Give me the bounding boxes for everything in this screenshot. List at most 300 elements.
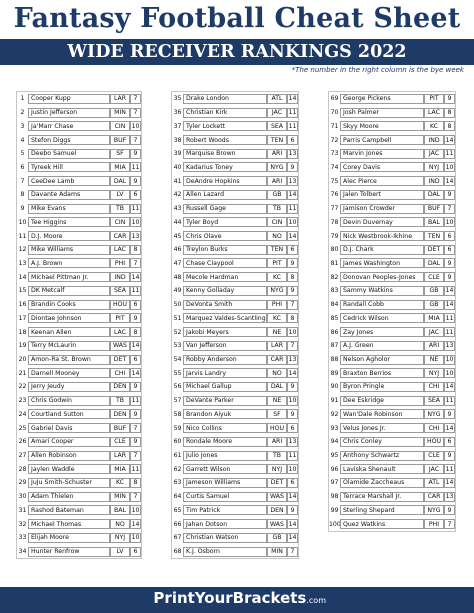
rankings-column-1 — [16, 91, 142, 559]
player-name: Olamide Zaccheaus — [340, 478, 424, 488]
team-abbr: CIN — [110, 121, 130, 131]
team-abbr: DET — [424, 245, 444, 255]
player-name: Darnell Mooney — [28, 368, 110, 378]
team-abbr: PHI — [267, 300, 287, 310]
bye-week: 13 — [445, 342, 454, 350]
team-abbr: MIN — [267, 547, 287, 557]
ranking-row — [17, 243, 141, 257]
rank-number: 25 — [18, 424, 27, 432]
player-name: Chris Godwin — [28, 396, 110, 406]
bye-week: 7 — [287, 341, 298, 351]
player-name: JuJu Smith-Schuster — [28, 478, 110, 488]
team-abbr: CLE — [424, 272, 444, 282]
ranking-row — [329, 243, 455, 257]
rank-number: 2 — [20, 109, 25, 117]
ranking-row — [329, 257, 455, 271]
player-name: Russell Gage — [183, 204, 267, 214]
player-name: Parris Campbell — [340, 135, 424, 145]
team-abbr: BAL — [424, 217, 444, 227]
team-abbr: DET — [267, 478, 287, 488]
ranking-row — [172, 421, 298, 435]
rank-number: 89 — [330, 369, 339, 377]
ranking-row — [17, 202, 141, 216]
team-abbr: WAS — [110, 341, 130, 351]
player-name: George Pickens — [340, 94, 424, 104]
ranking-row — [329, 325, 455, 339]
ranking-row — [329, 435, 455, 449]
bye-week: 14 — [131, 342, 140, 350]
player-name: Nelson Agholor — [340, 355, 424, 365]
rank-number: 66 — [173, 520, 182, 528]
team-abbr: TB — [110, 396, 130, 406]
team-abbr: GB — [424, 286, 444, 296]
rank-number: 87 — [330, 342, 339, 350]
page-title: Fantasy Football Cheat Sheet — [13, 3, 461, 34]
team-abbr: JAC — [424, 327, 444, 337]
bye-week: 7 — [130, 135, 141, 145]
player-name: Nico Collins — [183, 423, 267, 433]
player-name: Laviska Shenault — [340, 464, 424, 474]
team-abbr: GB — [424, 300, 444, 310]
rank-number: 12 — [18, 246, 27, 254]
ranking-row — [172, 339, 298, 353]
bye-week: 14 — [288, 95, 297, 103]
player-name: DeVonta Smith — [183, 300, 267, 310]
rank-number: 6 — [20, 163, 25, 171]
player-name: Corey Davis — [340, 162, 424, 172]
team-abbr: SEA — [267, 121, 287, 131]
player-name: Sammy Watkins — [340, 286, 424, 296]
team-abbr: NYJ — [424, 368, 444, 378]
team-abbr: MIA — [424, 313, 444, 323]
ranking-row — [17, 188, 141, 202]
ranking-row — [172, 353, 298, 367]
ranking-row — [172, 106, 298, 120]
ranking-row — [17, 517, 141, 531]
player-name: Marquise Brown — [183, 149, 267, 159]
team-abbr: KC — [424, 121, 444, 131]
player-name: Jarvis Landry — [183, 368, 267, 378]
team-abbr: MIA — [110, 162, 130, 172]
bye-week: 10 — [131, 122, 140, 130]
rank-number: 51 — [173, 314, 182, 322]
team-abbr: IND — [424, 176, 444, 186]
rank-number: 58 — [173, 410, 182, 418]
rank-number: 3 — [20, 122, 25, 130]
team-abbr: WAS — [267, 519, 287, 529]
team-abbr: MIA — [110, 464, 130, 474]
team-abbr: DEN — [267, 505, 287, 515]
rank-number: 29 — [18, 479, 27, 487]
player-name: Devin Duvernay — [340, 217, 424, 227]
team-abbr: JAC — [424, 464, 444, 474]
team-abbr: ATL — [424, 478, 444, 488]
team-abbr: KC — [267, 272, 287, 282]
player-name: Drake London — [183, 94, 267, 104]
ranking-row — [17, 353, 141, 367]
player-name: Julio Jones — [183, 451, 267, 461]
rank-number: 88 — [330, 356, 339, 364]
rank-number: 65 — [173, 506, 182, 514]
ranking-row — [17, 325, 141, 339]
rank-number: 85 — [330, 314, 339, 322]
player-name: Adam Thielen — [28, 492, 110, 502]
player-name: Mike Evans — [28, 204, 110, 214]
rank-number: 55 — [173, 369, 182, 377]
rank-number: 40 — [173, 163, 182, 171]
ranking-row — [17, 394, 141, 408]
bye-week: 10 — [131, 218, 140, 226]
ranking-row — [329, 106, 455, 120]
bye-week: 9 — [287, 286, 298, 296]
bye-week: 8 — [444, 121, 455, 131]
bye-week: 6 — [287, 135, 298, 145]
player-name: Jakobi Meyers — [183, 327, 267, 337]
player-name: Nick Westbrook-Ikhine — [340, 231, 424, 241]
team-abbr: ARI — [267, 176, 287, 186]
ranking-row — [17, 366, 141, 380]
player-name: Diontae Johnson — [28, 313, 110, 323]
player-name: Mecole Hardman — [183, 272, 267, 282]
player-name: James Washington — [340, 258, 424, 268]
player-name: Michael Gallup — [183, 382, 267, 392]
ranking-row — [329, 92, 455, 106]
bye-week: 14 — [445, 136, 454, 144]
rank-number: 97 — [330, 479, 339, 487]
ranking-row — [329, 161, 455, 175]
rank-number: 99 — [330, 506, 339, 514]
team-abbr: TEN — [424, 231, 444, 241]
team-abbr: MIN — [110, 108, 130, 118]
player-name: Chase Claypool — [183, 258, 267, 268]
rank-number: 28 — [18, 465, 27, 473]
rank-number: 47 — [173, 259, 182, 267]
ranking-row — [172, 215, 298, 229]
team-abbr: TB — [267, 451, 287, 461]
ranking-row — [172, 504, 298, 518]
team-abbr: NYG — [267, 162, 287, 172]
ranking-row — [329, 517, 455, 531]
team-abbr: DAL — [424, 190, 444, 200]
player-name: Elijah Moore — [28, 533, 110, 543]
rank-number: 17 — [18, 314, 27, 322]
team-abbr: MIN — [110, 492, 130, 502]
rank-number: 15 — [18, 287, 27, 295]
player-name: DeAndre Hopkins — [183, 176, 267, 186]
player-name: Tee Higgins — [28, 217, 110, 227]
ranking-row — [17, 147, 141, 161]
player-name: D.J. Chark — [340, 245, 424, 255]
bye-week: 11 — [288, 122, 297, 130]
rank-number: 14 — [18, 273, 27, 281]
ranking-row — [329, 174, 455, 188]
bye-week: 6 — [444, 437, 455, 447]
ranking-row — [17, 504, 141, 518]
ranking-row — [17, 119, 141, 133]
ranking-row — [172, 380, 298, 394]
bye-week: 11 — [131, 397, 140, 405]
rank-number: 82 — [330, 273, 339, 281]
ranking-row — [329, 312, 455, 326]
player-name: Cooper Kupp — [28, 94, 110, 104]
rank-number: 21 — [18, 369, 27, 377]
ranking-row — [172, 545, 298, 559]
ranking-row — [17, 174, 141, 188]
team-abbr: CAR — [110, 231, 130, 241]
player-name: Robert Woods — [183, 135, 267, 145]
player-name: Tyler Boyd — [183, 217, 267, 227]
ranking-row — [172, 92, 298, 106]
team-abbr: NYG — [267, 286, 287, 296]
player-name: Braxton Berrios — [340, 368, 424, 378]
team-abbr: CHI — [110, 368, 130, 378]
ranking-row — [17, 339, 141, 353]
ranking-row — [172, 284, 298, 298]
rank-number: 42 — [173, 191, 182, 199]
bye-week: 8 — [287, 313, 298, 323]
rank-number: 39 — [173, 150, 182, 158]
rank-number: 77 — [330, 205, 339, 213]
rank-number: 72 — [330, 136, 339, 144]
rank-number: 32 — [18, 520, 27, 528]
ranking-row — [329, 408, 455, 422]
ranking-row — [17, 490, 141, 504]
bye-week: 9 — [130, 176, 141, 186]
team-abbr: BUF — [110, 423, 130, 433]
player-name: Chris Olave — [183, 231, 267, 241]
rank-number: 56 — [173, 383, 182, 391]
rank-number: 75 — [330, 177, 339, 185]
ranking-row — [17, 312, 141, 326]
rank-number: 57 — [173, 397, 182, 405]
rank-number: 62 — [173, 465, 182, 473]
rank-number: 50 — [173, 301, 182, 309]
bye-week: 7 — [130, 423, 141, 433]
player-name: Michael Pittman Jr. — [28, 272, 110, 282]
ranking-row — [329, 119, 455, 133]
bye-week: 10 — [445, 356, 454, 364]
rank-number: 98 — [330, 493, 339, 501]
player-name: Marvin Jones — [340, 149, 424, 159]
team-abbr: ARI — [267, 149, 287, 159]
player-name: Ja'Marr Chase — [28, 121, 110, 131]
bye-week: 14 — [288, 369, 297, 377]
team-abbr: JAC — [267, 108, 287, 118]
bye-week: 6 — [130, 547, 141, 557]
rank-number: 46 — [173, 246, 182, 254]
rank-number: 80 — [330, 246, 339, 254]
player-name: Jaylen Waddle — [28, 464, 110, 474]
player-name: Courtland Sutton — [28, 409, 110, 419]
bye-week: 9 — [287, 505, 298, 515]
rank-number: 16 — [18, 301, 27, 309]
bye-week: 9 — [287, 382, 298, 392]
ranking-row — [172, 366, 298, 380]
team-abbr: NYJ — [267, 464, 287, 474]
team-abbr: CAR — [424, 492, 444, 502]
rank-number: 81 — [330, 259, 339, 267]
team-abbr: KC — [110, 478, 130, 488]
player-name: Kadarius Toney — [183, 162, 267, 172]
bye-week: 13 — [288, 150, 297, 158]
player-name: Deebo Samuel — [28, 149, 110, 159]
bye-week: 9 — [444, 272, 455, 282]
bye-week: 11 — [131, 465, 140, 473]
team-abbr: TEN — [267, 245, 287, 255]
ranking-row — [172, 257, 298, 271]
player-name: Van Jefferson — [183, 341, 267, 351]
ranking-row — [329, 366, 455, 380]
player-name: Rashod Bateman — [28, 505, 110, 515]
player-name: Davante Adams — [28, 190, 110, 200]
bye-week: 8 — [130, 478, 141, 488]
ranking-row — [329, 380, 455, 394]
ranking-row — [329, 353, 455, 367]
team-abbr: HOU — [267, 423, 287, 433]
bye-week: 6 — [130, 355, 141, 365]
team-abbr: HOU — [424, 437, 444, 447]
bye-week: 9 — [444, 451, 455, 461]
ranking-row — [172, 161, 298, 175]
rank-number: 49 — [173, 287, 182, 295]
footer-brand[interactable] — [153, 589, 326, 607]
ranking-row — [172, 325, 298, 339]
bye-week: 11 — [131, 163, 140, 171]
ranking-row — [329, 284, 455, 298]
bye-week: 6 — [287, 245, 298, 255]
team-abbr: NYJ — [424, 162, 444, 172]
rank-number: 24 — [18, 410, 27, 418]
ranking-row — [329, 215, 455, 229]
rank-number: 83 — [330, 287, 339, 295]
bye-week: 14 — [288, 534, 297, 542]
bye-week: 8 — [444, 108, 455, 118]
player-name: Curtis Samuel — [183, 492, 267, 502]
team-abbr: GB — [267, 533, 287, 543]
player-name: Garrett Wilson — [183, 464, 267, 474]
team-abbr: SF — [110, 149, 130, 159]
team-abbr: ARI — [267, 437, 287, 447]
player-name: CeeDee Lamb — [28, 176, 110, 186]
ranking-row — [17, 380, 141, 394]
bye-week-note: *The number in the right column is the bye week — [291, 66, 464, 74]
player-name: DeVante Parker — [183, 396, 267, 406]
ranking-row — [329, 147, 455, 161]
team-abbr: NO — [267, 231, 287, 241]
rank-number: 20 — [18, 356, 27, 364]
rank-number: 23 — [18, 397, 27, 405]
ranking-row — [329, 339, 455, 353]
bye-week: 8 — [130, 245, 141, 255]
bye-week: 10 — [288, 397, 297, 405]
team-abbr: LV — [110, 547, 130, 557]
rank-number: 13 — [18, 259, 27, 267]
rank-number: 78 — [330, 218, 339, 226]
bye-week: 14 — [288, 191, 297, 199]
bye-week: 7 — [130, 492, 141, 502]
bye-week: 11 — [445, 465, 454, 473]
bye-week: 9 — [287, 409, 298, 419]
team-abbr: NO — [110, 519, 130, 529]
player-name: Randall Cobb — [340, 300, 424, 310]
player-name: Brandon Aiyuk — [183, 409, 267, 419]
ranking-row — [17, 215, 141, 229]
rank-number: 18 — [18, 328, 27, 336]
rank-number: 37 — [173, 122, 182, 130]
ranking-row — [172, 243, 298, 257]
player-name: Marquez Valdes-Scantling — [183, 313, 267, 323]
rank-number: 48 — [173, 273, 182, 281]
rank-number: 74 — [330, 163, 339, 171]
rank-number: 31 — [18, 506, 27, 514]
rank-number: 30 — [18, 493, 27, 501]
ranking-row — [329, 133, 455, 147]
bye-week: 14 — [445, 287, 454, 295]
bye-week: 10 — [131, 506, 140, 514]
player-name: A.J. Brown — [28, 258, 110, 268]
player-name: Skyy Moore — [340, 121, 424, 131]
ranking-row — [172, 174, 298, 188]
team-abbr: DAL — [110, 176, 130, 186]
team-abbr: PHI — [110, 258, 130, 268]
rank-number: 73 — [330, 150, 339, 158]
rank-number: 70 — [330, 109, 339, 117]
rank-number: 4 — [20, 136, 25, 144]
ranking-row — [329, 298, 455, 312]
bye-week: 8 — [130, 327, 141, 337]
ranking-row — [17, 298, 141, 312]
bye-week: 9 — [444, 94, 455, 104]
player-name: Allen Robinson — [28, 451, 110, 461]
brand-suffix: .com — [306, 596, 326, 605]
player-name: Robby Anderson — [183, 355, 267, 365]
ranking-row — [172, 517, 298, 531]
ranking-row — [17, 161, 141, 175]
bye-week: 10 — [288, 218, 297, 226]
ranking-row — [329, 490, 455, 504]
player-name: Dee Eskridge — [340, 396, 424, 406]
team-abbr: CHI — [424, 382, 444, 392]
player-name: Amari Cooper — [28, 437, 110, 447]
ranking-row — [172, 298, 298, 312]
team-abbr: LAC — [110, 327, 130, 337]
player-name: Alec Pierce — [340, 176, 424, 186]
rank-number: 93 — [330, 424, 339, 432]
bye-week: 8 — [287, 272, 298, 282]
bye-week: 9 — [444, 258, 455, 268]
bye-week: 9 — [130, 382, 141, 392]
bye-week: 14 — [288, 520, 297, 528]
player-name: Rondale Moore — [183, 437, 267, 447]
rank-number: 69 — [330, 95, 339, 103]
team-abbr: NE — [267, 327, 287, 337]
team-abbr: LAR — [110, 451, 130, 461]
rank-number: 19 — [18, 342, 27, 350]
ranking-row — [172, 312, 298, 326]
bye-week: 10 — [288, 328, 297, 336]
team-abbr: KC — [267, 313, 287, 323]
rank-number: 64 — [173, 493, 182, 501]
rank-number: 26 — [18, 438, 27, 446]
team-abbr: PHI — [424, 519, 444, 529]
team-abbr: NYG — [424, 505, 444, 515]
rank-number: 76 — [330, 191, 339, 199]
team-abbr: LAC — [110, 245, 130, 255]
team-abbr: LAR — [110, 94, 130, 104]
rank-number: 33 — [18, 534, 27, 542]
player-name: Justin Jefferson — [28, 108, 110, 118]
player-name: Jahan Dotson — [183, 519, 267, 529]
